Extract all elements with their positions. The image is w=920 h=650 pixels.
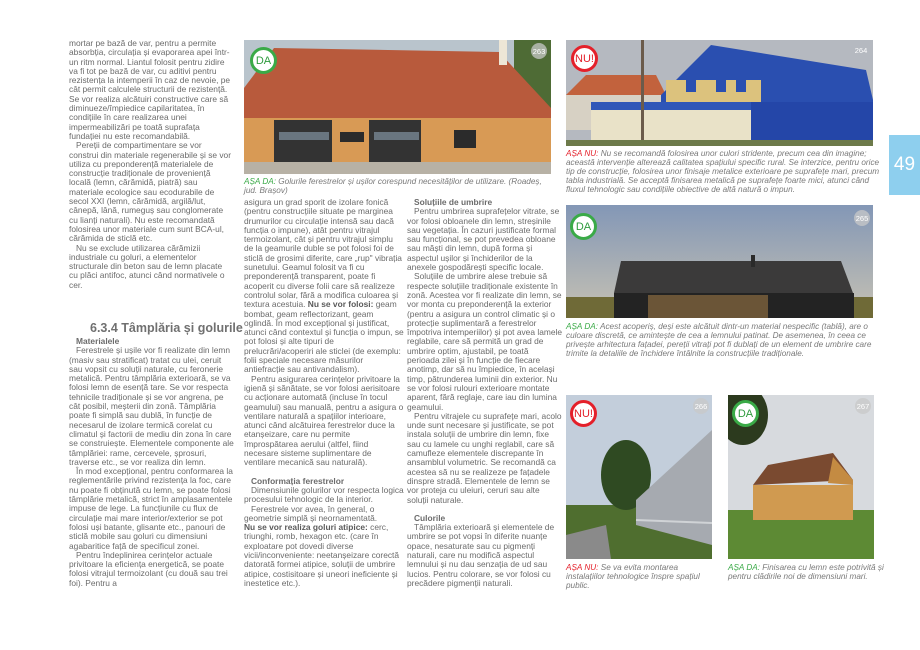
paragraph: Tâmplăria exterioară și elementele de umbrire se pot vopsi în diferite nuanțe opace, nesaturate sau cu pigmenți naturali, care nu modifică aspectul lemnului și nu dau senzația de ud sau lucios. Pentru colorare, se vor folosi cu precădere pigmenții naturali. xyxy=(407,522,555,588)
caption-label: AȘA DA: xyxy=(244,177,277,186)
page-number-tab: 49 xyxy=(889,135,920,195)
caption-text: Acest acoperiș, deși este alcătuit dintr-un material nespecific (tablă), are o culoare discretă, ce amintește de cea a lemnului patinat. De asemenea, în ceea ce privește arhitectura fațadei, pereții vitrați pot fi dublați de un element de umbrire care trimite la detaliile de închidere întâlnite la construcțiile tradiționale. xyxy=(566,322,872,358)
caption-text: Golurile ferestrelor și ușilor corespund necesităților de utilizare. (Roadeș, jud. Brașov) xyxy=(244,177,542,195)
caption-label: AȘA NU: xyxy=(566,563,599,572)
paragraph: Pentru îndeplinirea cerințelor actuale privitoare la eficiența energetică, se poate folosi vitrajul termoizolant (cu două sau trei foi). Pentru a xyxy=(69,549,228,588)
caption-267 xyxy=(728,563,888,581)
figure-number: 264 xyxy=(854,45,868,55)
caption-label: AȘA DA: xyxy=(728,563,761,572)
da-badge: DA xyxy=(250,47,277,74)
paragraph: Dimensiunile golurilor vor respecta logica procesului tehnologic de la interior. xyxy=(244,484,404,505)
paragraph: În mod excepțional, pentru conformarea la reglementările privind rezistența la foc, care nu poate fi obținută cu lemn, se poate folosi tâmplărie metalică, strict în amplasamentele impuse de lege. La funcțiunile cu flux de circulație mai mare interior/exterior se pot folosi uși batante, glisante etc., panouri de sticlă mobile sau goluri cu dimensiuni agabaritice față de specificul zonei. xyxy=(69,466,233,551)
da-badge: DA xyxy=(732,400,759,427)
da-badge: DA xyxy=(570,213,597,240)
text-column-1-continued xyxy=(69,337,234,588)
photo-267 xyxy=(728,395,874,559)
figure-number: 265 xyxy=(854,210,870,226)
caption-text: Nu se recomandă folosirea unor culori stridente, precum cea din imagine; această intervenție alterează calitatea spațiului specific rural. Se interzice, pentru orice tip de construcție, folosirea unor finisaje metalice exterioare pe suprafețe mari, precum tabla industrială. Se acceptă finisarea metalică pe suprafețe foarte mici, atunci când fluxul tehnologic sau condițiile obiective de altă natură o impun. xyxy=(566,149,880,194)
paragraph: Soluțiile de umbrire alese trebuie să respecte soluțiile tradiționale existente în zonă. Acestea vor fi realizate din lemn, se vor monta cu preponderență la exterior (pentru a asigura un control climatic și o protecție suplimentară a ferestrelor împotriva intemperiilor) și pot avea lamele reglabile, care să permită un grad de umbrire optim, ajustabil, pe toată perioada zilei și în funcție de fiecare anotimp, dar să nu împiedice, în același timp, pătrunderea luminii din exterior. Nu se vor folosi rulouri exterioare montate aparent, fără reglaje, care iau din lumina geamului. xyxy=(407,271,562,412)
paragraph: Pentru asigurarea cerințelor privitoare la igienă și sănătate, se vor folosi aerisitoare cu acționare automată (incluse în tocul geamului) sau manuală, pentru a asigura o ventilare naturală a spațiilor interioare, atunci când alcătuirea ferestrelor duce la etanșeizare, care nu permite împrospătarea aerului (altfel, fiind necesare sisteme suplimentare de ventilare mecanică sau naturală). xyxy=(244,373,404,468)
paragraph: Pentru umbrirea suprafețelor vitrate, se vor folosi obloanele din lemn, streșinile sau vegetația. În cazuri justificate formal sau funcțional, se pot prevedea obloane sau măști din lemn, după forma și aspectul ușilor și închiderilor de la anexele gospodărești specific locale. xyxy=(407,206,560,273)
photo-266 xyxy=(566,395,712,559)
photo-263 xyxy=(244,40,551,174)
photo-264 xyxy=(566,40,873,146)
paragraph: Ferestrele vor avea, în general, o geometrie simplă și neornamentată. xyxy=(244,503,378,523)
caption-text: Se va evita montarea instalațiilor tehnologice înspre spațiul public. xyxy=(566,563,700,590)
text-column-3 xyxy=(407,198,562,588)
subheading-materials: Materialele xyxy=(76,336,120,346)
nu-badge: NU! xyxy=(571,45,598,72)
caption-263 xyxy=(244,177,554,195)
caption-266 xyxy=(566,563,716,590)
figure-number: 266 xyxy=(693,398,709,414)
paragraph: Pereții de compartimentare se vor construi din materiale regenerabile și se vor utiliza cu preponderență materialele de construcție tradiționale de proveniență locală (lemn, cărămidă, piatră) sau materiale ecologice sau ecodurabile de secol XXI (lemn, cărămidă, argilă/lut, cânepă, lână, rumeguș sau conglomerate cu lianți naturali). Nu este recomandată folosirea unor materiale cum sunt BCA-ul, cărămida de sticlă etc. xyxy=(69,140,231,244)
photo-265 xyxy=(566,205,873,318)
paragraph: Pentru vitrajele cu suprafețe mari, acolo unde sunt necesare și justificate, se pot instala soluții de umbrire din lemn, fixe sau cu lamele cu unghi reglabil, care să camufleze elementele discrepante în ansamblul volumetric. Se recomandă ca acestea să nu se realizeze pe fațadele dinspre stradă. Elementele de lemn se vor proteja cu uleiuri, ceruri sau alte soluții naturale. xyxy=(407,410,562,505)
subheading-shading: Soluțiile de umbrire xyxy=(414,197,493,207)
subheading-window-shape: Conformația ferestrelor xyxy=(251,475,345,486)
photo-illustration xyxy=(244,40,551,174)
paragraph: Nu se vor realiza goluri atipice: cerc, triunghi, romb, hexagon etc. (care în exploatare pot dovedi diverse vicii/inconveniente: neetanșeizare corectă datorată formei atipice, soluții de umbrire atipice, costisitoare și uneori ineficiente și inestetice etc.). xyxy=(244,522,400,588)
nu-badge: NU! xyxy=(570,400,597,427)
caption-label: AȘA NU: xyxy=(566,149,599,158)
paragraph: Nu se exclude utilizarea cărămizii industriale cu goluri, a elementelor structurale din beton sau de lemn placate cu plăci antifoc, atunci când normativele o cer. xyxy=(69,242,225,290)
text-column-2 xyxy=(244,198,404,588)
caption-265 xyxy=(566,322,886,358)
caption-264 xyxy=(566,149,886,194)
caption-label: AȘA DA: xyxy=(566,322,599,331)
figure-number: 267 xyxy=(855,398,871,414)
paragraph: Ferestrele și ușile vor fi realizate din lemn (masiv sau stratificat) tratat cu ulei, ceruit sau vopsit cu soluții naturale, cu feronerie metalică. Pentru tâmplăria exterioară, se va folosi lemn de esență tare. Se vor respecta tehnicile tradiționale și se vor angrena, pe cât posibil, meșterii din zonă. Tâmplăria poate fi simplă sau dublă, în funcție de necesarul de izolare termică corelat cu climatul și factorii de mediu din zona în care se construiește. Elementele componente ale tâmplăriei: rame, cercevele, șprosuri, traverse etc., se vor realiza din lemn. xyxy=(69,345,234,467)
paragraph: mortar pe bază de var, pentru a permite absorbția, circulația și evaporarea apei într-un ritm normal. Liantul folosit pentru zidire va fi tot pe bază de var, cu aditivi pentru rezistența la intemperii în caz de nevoie, pe cât permit calculele structurii de rezistență. Se vor realiza alcătuiri constructive care să diminueze/împiedice capilaritatea, în condițiile în care realizarea unei impermeabilizări pe toată suprafața fundației nu este recomandabilă. xyxy=(69,38,231,141)
paragraph: asigura un grad sporit de izolare fonică (pentru construcțiile situate pe marginea drumurilor cu circulație intensă sau dacă funcția o impune), atât pentru vitrajul termoizolant, cât și pentru vitrajul simplu de la geamurile duble se pot folosi foi de sticlă de grosimi diferite, care „rup" vibrația sunetului. Geamul folosit va fi cu preponderență transparent, poate fi acoperit cu diverse folii care să realizeze controlul solar, fără a modifica culoarea și textura acestuia. Nu se vor folosi: geam bombat, geam reflectorizant, geam oglindă. În mod excepțional și justificat, atunci când contextul și funcția o impun, se pot folosi și alte tipuri de prelucrări/acoperiri ale sticlei (de exemplu: folii speciale necesare măsurilor antiefracție sau antivandalism). xyxy=(244,197,404,375)
subheading-colors: Culorile xyxy=(414,512,446,523)
figure-number: 263 xyxy=(531,43,547,59)
section-heading: 6.3.4 Tâmplăria și golurile xyxy=(90,321,243,335)
caption-text: Finisarea cu lemn este potrivită și pentru clădirile noi de dimensiuni mari. xyxy=(728,563,884,581)
text-column-1 xyxy=(69,39,232,290)
